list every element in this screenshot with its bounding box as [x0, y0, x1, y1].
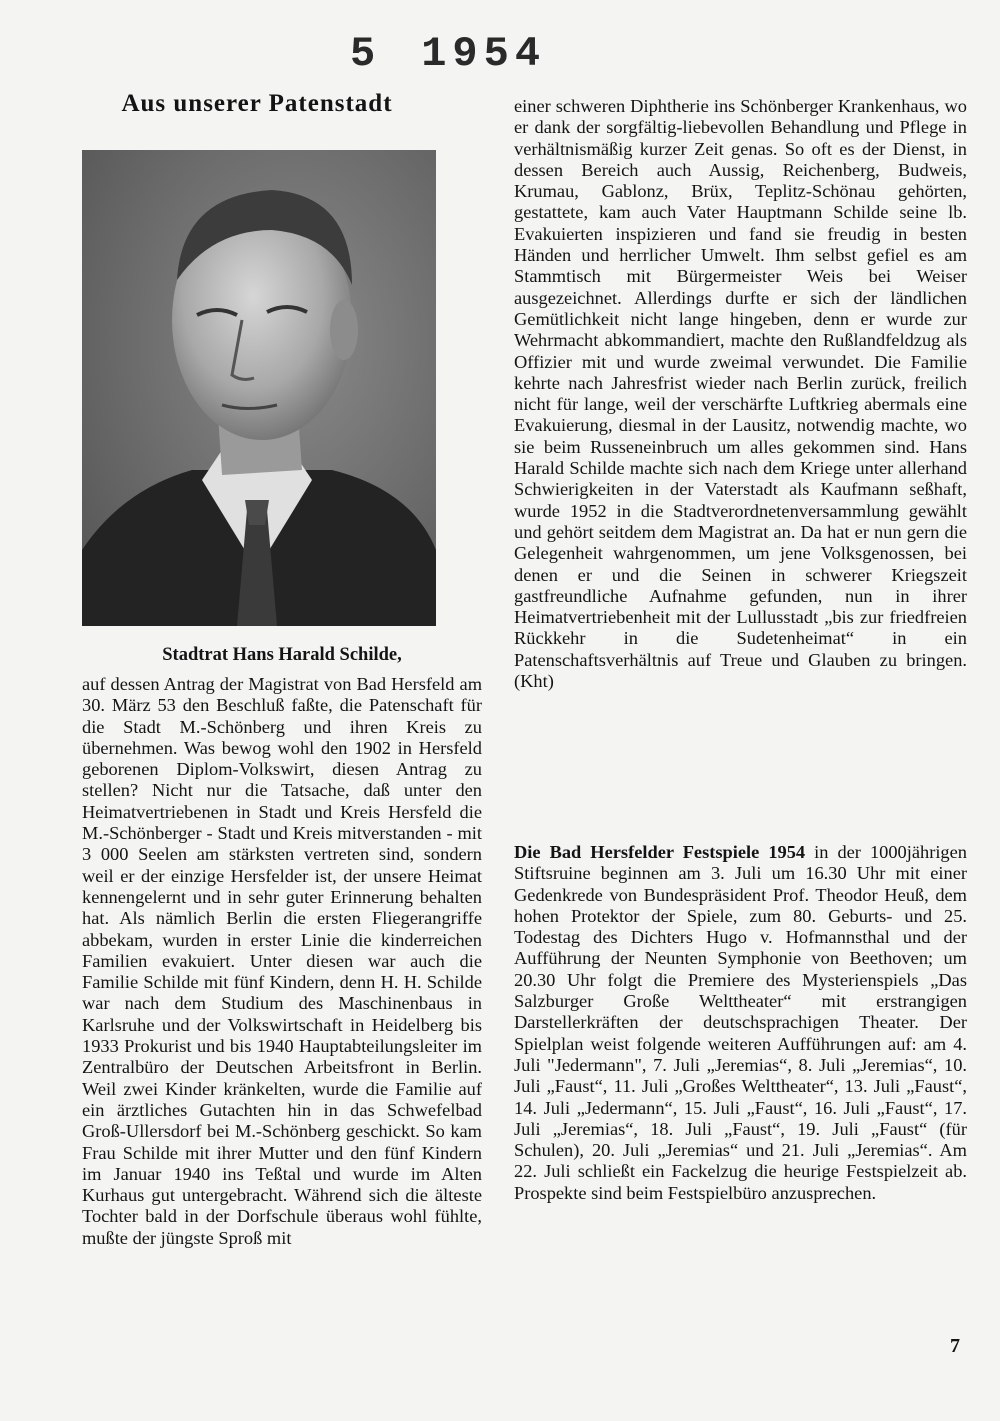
article-body-right-column: einer schweren Diphtherie ins Schönberger Krankenhaus, wo er dank der sorgfältig-liebevollen Behandlung und Pflege in verhältnismäßig kurzer Zeit genas. So oft es der Dienst, in dessen Bereich auch Aussig, Reichenberg, Budweis, Krumau, Gablonz, Brüx, Teplitz-Schönau gehörten, gestattete, kam auch Vater Hauptmann Schilde seine lb. Evakuierten inspizieren und fand sie freudig in besten Händen und herrlicher Umwelt. Ihm selbst gefiel es am Stammtisch mit Bürgermeister Weis bei Weiser ausgezeichnet. Allerdings durfte er sich der ländlichen Gemütlichkeit nicht lange hingeben, denn er wurde zur Wehrmacht abkommandiert, machte den Rußlandfeldzug als Offizier mit und wurde zweimal verwundet. Die Familie kehrte nach Jahresfrist wieder nach Berlin zurück, freilich nicht für lange, weil der verschärfte Luftkrieg abermals eine Evakuierung, diesmal in der Lausitz, notwendig machte, wo sie beim Russeneinbruch um alles gekommen sind. Hans Harald Schilde machte sich nach dem Kriege unter allerhand Schwierigkeiten in der Vaterstadt als Kaufmann seßhaft, wurde 1952 in die Stadtverordnetenversammlung gewählt und gehört seitdem dem Magistrat an. Da hat er nun gern die Gelegenheit wahrgenommen, um jene Volksgenossen, bei denen er und die Seinen in schwerer Kriegszeit gastfreundliche Aufnahme gefunden, nun in ihrer Heimatvertriebenheit mit der Lullusstadt „bis zur friedfreien Rückkehr in die Sudetenheimat“ in ein Patenschaftsverhältnis auf Treue und Glauben zu bringen. (Kht) [514, 96, 967, 692]
issue-stamp [350, 30, 546, 78]
portrait-illustration [82, 150, 436, 626]
article-body-left-column: auf dessen Antrag der Magistrat von Bad Hersfeld am 30. März 53 den Beschluß faßte, die Patenschaft für die Stadt M.-Schönberg und ihren Kreis zu übernehmen. Was bewog wohl den 1902 in Hersfeld geborenen Diplom-Volkswirt, diesen Antrag zu stellen? Nicht nur die Tatsache, daß unter den Heimatvertriebenen in Stadt und Kreis Hersfeld die M.-Schönberger - Stadt und Kreis mitverstanden - mit 3 000 Seelen am stärksten vertreten sind, sondern weil er der einzige Hersfelder ist, der unsere Heimat kennengelernt und in sehr guter Erinnerung behalten hat. Als nämlich Berlin die ersten Fliegerangriffe abbekam, wurden in erster Linie die kinderreichen Familien evakuiert. Unter diesen war auch die Familie Schilde mit fünf Kindern, denn H. H. Schilde war nach dem Studium des Maschinenbaus in Karlsruhe und der Volkswirtschaft in Heidelberg bis 1933 Prokurist und bis 1940 Hauptabteilungsleiter im Zentralbüro der Deutschen Arbeitsfront in Berlin. Weil zwei Kinder kränkelten, wurde die Familie auf ein ärztliches Gutachten hin in das Schwefelbad Groß-Ullersdorf bei M.-Schönberg geschickt. So kam Frau Schilde mit ihrer Mutter und den fünf Kindern im Januar 1940 ins Teßtal und wurde im Alten Kurhaus gut untergebracht. Während sich die älteste Tochter bald in der Dorfschule überaus wohl fühlte, mußte der jüngste Sproß mit [82, 674, 482, 1248]
festival-article-body: in der 1000jährigen Stiftsruine beginnen am 3. Juli um 16.30 Uhr mit einer Gedenkrede von Bundespräsident Prof. Theodor Heuß, dem hohen Protektor der Spiele, zum 80. Geburts- und 25. Todestag des Dichters Hugo v. Hofmannsthal und der Aufführung der Neunten Symphonie von Beethoven; um 20.30 Uhr folgt die Premiere des Mysterienspiels „Das Salzburger Große Welttheater“ mit erstrangigen Darstellerkräften der deutschsprachigen Theater. Der Spielplan weist folgende weiteren Aufführungen auf: am 4. Juli "Jedermann", 7. Juli „Jeremias“, 8. Juli „Jeremias“, 10. Juli „Faust“, 11. Juli „Großes Welttheater“, 13. Juli „Faust“, 14. Juli „Jedermann“, 15. Juli „Faust“, 16. Juli „Faust“, 17. Juli „Jeremias“, 18. Juli „Faust“, 19. Juli „Faust“ (für Schulen), 20. Juli „Jeremias“ und 21. Juli „Jeremias“. Am 22. Juli schließt ein Fackelzug die heurige Festspielzeit ab. Prospekte sind beim Festspielbüro anzusprechen. [514, 842, 967, 1203]
festival-article-lead: Die Bad Hersfelder Festspiele 1954 [514, 842, 806, 862]
photo-caption: Stadtrat Hans Harald Schilde, [162, 645, 402, 665]
issue-year: 1954 [421, 30, 547, 78]
page-number: 7 [950, 1335, 960, 1357]
issue-number: 5 [350, 30, 382, 78]
article-title: Aus unserer Patenstadt [121, 90, 393, 117]
festival-article [514, 842, 967, 1204]
portrait-photo [82, 150, 436, 626]
